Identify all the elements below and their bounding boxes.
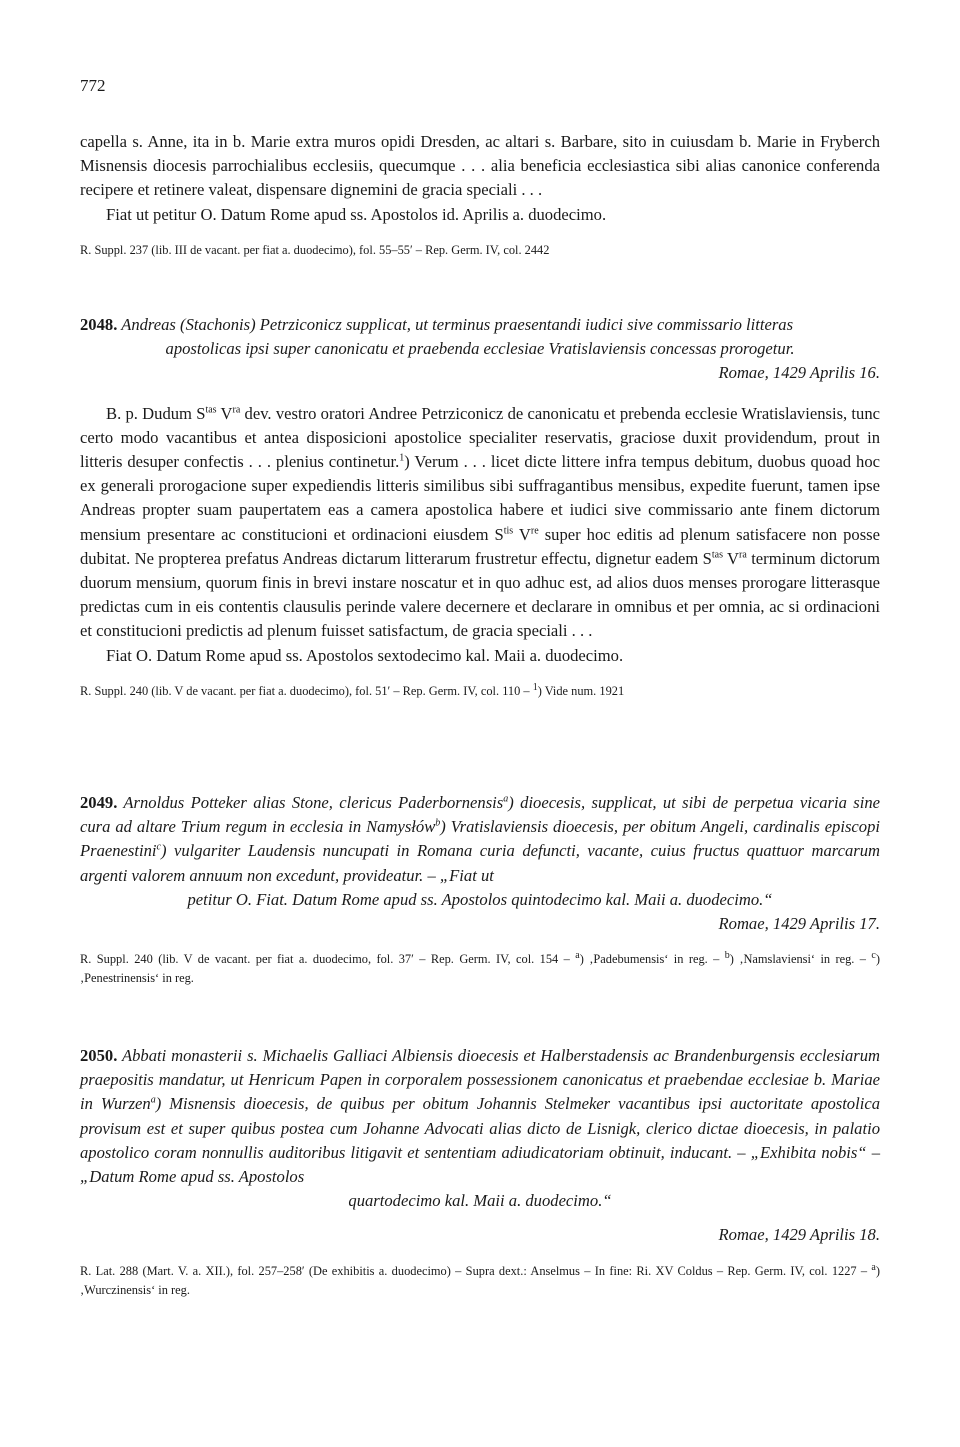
entry-2048-note: R. Suppl. 240 (lib. V de vacant. per fiat a. duodecimo), fol. 51′ – Rep. Germ. IV, col. 110 – $^1$) Vide num. 1921 bbox=[80, 681, 625, 698]
entry-number: 2050. bbox=[80, 1046, 118, 1065]
carry-over-note: R. Suppl. 237 (lib. III de vacant. per fiat a. duodecimo), fol. 55–55′ – Rep. Germ. IV, col. 2442 bbox=[80, 242, 550, 257]
entry-2050-summary: 2050. Abbati monasterii s. Michaelis Galliaci Albiensis dioecesis et Halberstadensis ac Brandenburgensis ecclesiarum praepositis mandatur, ut Henricum Papen in corporalem possessionem canonicatus et praebendae ecclesiae b. Mariae in Wurzen$^a$) Misnensis dioecesis, de quibus per obitum Johannis Stelmeker vacantibus ipsi auctoritate apostolica provisum est et super quibus postea cum Johanne Advocati alias dicto de Lisnigk, clerico dictae dioecesis, in palatio apostolico coram nonnullis auditoribus litigavit et sententiam adiudicatoriam obtinuit, inducant. – „Exhibita nobis“ – „Datum Rome apud ss. Apostolos bbox=[80, 1046, 880, 1187]
entry-2048-summary-line2: apostolicas ipsi super canonicatu et praebenda ecclesiae Vratislaviensis concessas prorogetur. bbox=[165, 339, 795, 359]
entry-number: 2049. bbox=[80, 793, 118, 812]
entry-2048-date: Romae, 1429 Aprilis 16. bbox=[718, 363, 880, 383]
entry-2048-fiat: Fiat O. Datum Rome apud ss. Apostolos sextodecimo kal. Maii a. duodecimo. bbox=[106, 645, 624, 665]
carry-over-text: capella s. Anne, ita in b. Marie extra muros opidi Dresden, ac altari s. Barbare, sito in cuiusdam b. Marie in Fryberch Misnensis diocesis parrochialibus ecclesiis, quecumque . . . alia beneficia ecclesiastica sibi alias canonice conferenda recipere et retinere valeat, dispensare dignemini de gracia speciali . . . bbox=[80, 132, 880, 200]
summary-line: Andreas (Stachonis) Petrziconicz supplicat, ut terminus praesentandi iudici sive commissario litteras bbox=[121, 315, 794, 334]
entry-2049-date: Romae, 1429 Aprilis 17. bbox=[718, 914, 880, 934]
entry-2048-body: B. p. Dudum $S^{tas}$ $V^{ra}$ dev. vestro oratori Andree Petrziconicz de canonicatu et prebenda ecclesie Wratislaviensis, tunc certo modo vacantibus et antea disposicioni apostolice specialiter reservatis, graciose duxit providendum, prout in litteris desuper confectis . . . plenius continetur.$^1$) Verum . . . licet dicte littere infra tempus debitum, duobus quoad hoc ex generali prorogacione super expediendis litteris similibus sibi suffragantibus mensibus, expedite fuerunt, tamen ipse Andreas propter suam paupertatem eas a camera apostolica habere et iudici sive commissario ante finem dictorum mensium presentare ac constitucioni et ordinacioni eiusdem $S^{tis}$ Vre super hoc editis ad plenum satisfacere non posse dubitat. Ne propterea prefatus Andreas dictarum litterarum frustretur effectu, dignetur eadem $S^{tas}$ $V^{ra}$ terminum dictorum duorum mensium, quorum finis in brevi instare noscatur et in quo adhuc est, ad alios duos menses prorogare litterasque predictas cum in eis contentis clausulis perinde valere decernere et declarare in omnibus et per omnia, ac si ordinacioni et constitucioni predictis ad plenum fuisset satisfactum, de gracia speciali . . . bbox=[80, 403, 880, 641]
carry-over-fiat: Fiat ut petitur O. Datum Rome apud ss. Apostolos id. Aprilis a. duodecimo. bbox=[106, 204, 607, 224]
entry-2048 bbox=[80, 313, 880, 701]
carry-over-section bbox=[80, 130, 880, 260]
entry-2049-summary: 2049. Arnoldus Potteker alias Stone, clericus Paderbornensis$^a$) dioecesis, supplicat, ut sibi de perpetua vicaria sine cura ad altare Trium regum in ecclesia in Namysłów$^b$) Vratislaviensis dioecesis, per obitum Angeli, cardinalis episcopi Praenestini$^c$) vulgariter Laudensis nuncupati in Romana curia defuncti, vacante, cuius fructus quattuor marcarum argenti valorem annuum non excedunt, provideatur. – „Fiat ut bbox=[80, 793, 880, 885]
entry-2049-note: R. Suppl. 240 (lib. V de vacant. per fiat a. duodecimo, fol. 37′ – Rep. Germ. IV, col. 154 – $^a$) ‚Padebumensis‘ in reg. – $^b$) ‚Namslaviensi‘ in reg. – $^c$) ‚Penestrinensis‘ in reg. bbox=[80, 950, 881, 986]
entry-2050-note: R. Lat. 288 (Mart. V. a. XII.), fol. 257–258′ (De exhibitis a. duodecimo) – Supra dext.: Anselmus – In fine: Ri. XV Coldus – Rep. Germ. IV, col. 1227 – $^a$) ‚Wurczinensis‘ in reg. bbox=[80, 1261, 880, 1297]
entry-2049 bbox=[80, 791, 880, 988]
entry-2050-summary-end: quartodecimo kal. Maii a. duodecimo.“ bbox=[348, 1191, 612, 1211]
page-number: 772 bbox=[80, 76, 106, 95]
entry-2050 bbox=[80, 1044, 880, 1300]
entry-2050-date: Romae, 1429 Aprilis 18. bbox=[718, 1225, 880, 1245]
entry-number: 2048. bbox=[80, 315, 118, 334]
entry-2048-summary bbox=[80, 313, 880, 337]
entry-2049-summary-end: petitur O. Fiat. Datum Rome apud ss. Apostolos quintodecimo kal. Maii a. duodecimo.“ bbox=[187, 889, 773, 909]
